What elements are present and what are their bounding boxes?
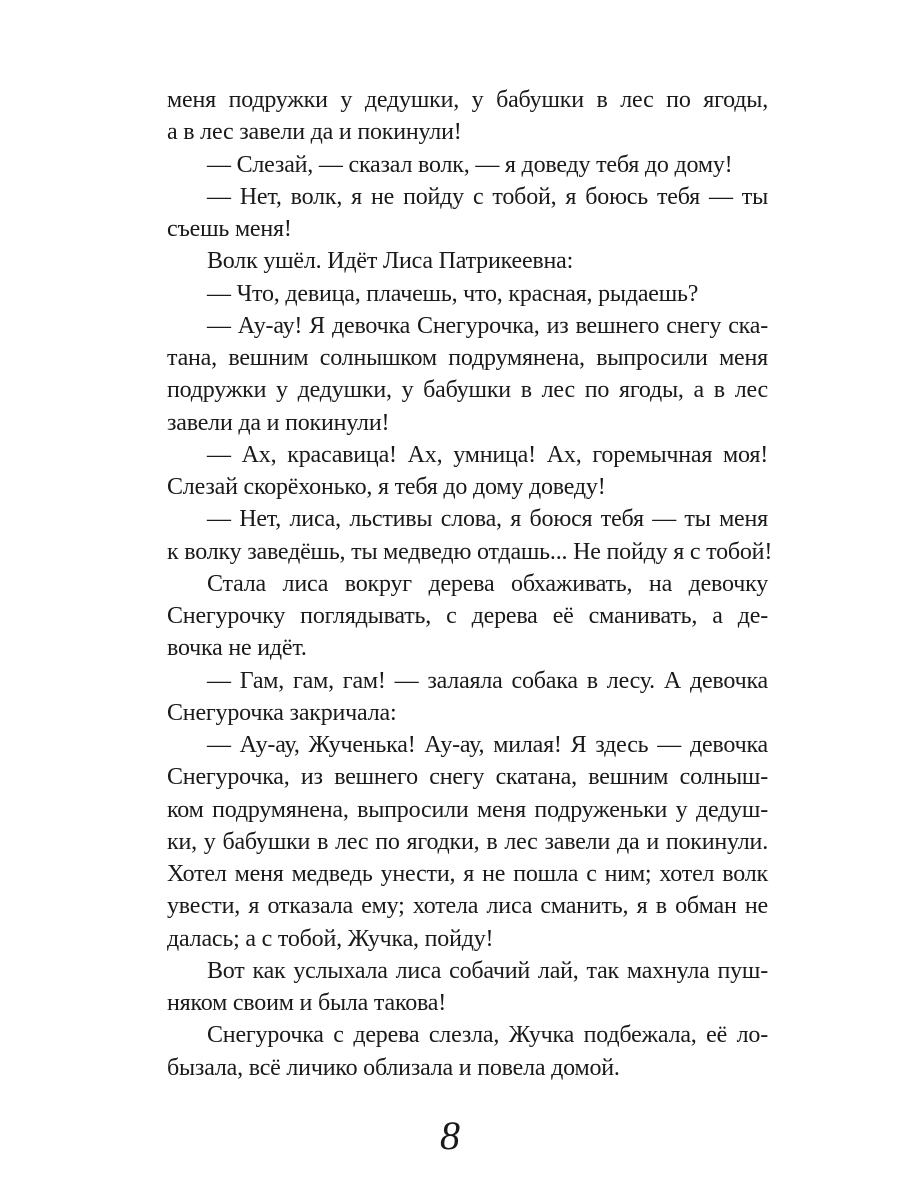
text-line: увести, я отказала ему; хотела лиса сманить, я в обман не [167, 893, 768, 920]
page-number: 8 [440, 1113, 460, 1158]
text-line: подружки у дедушки, у бабушки в лес по ягоды, а в лес [167, 377, 768, 404]
text-line: тана, вешним солнышком подрумянена, выпросили меня [167, 345, 768, 371]
text-line: ком подрумянена, выпросили меня подруженьки у дедуш- [167, 796, 768, 823]
text-line: вочка не идёт. [167, 635, 307, 662]
text-line: к волку заведёшь, ты медведю отдашь... Не пойду я с тобой! [167, 538, 773, 565]
text-line: Снегурочку поглядывать, с дерева её сманивать, а де- [167, 603, 768, 629]
text-line: — Гам, гам, гам! — залаяла собака в лесу. А девочка [207, 667, 768, 694]
text-line: Вот как услыхала лиса собачий лай, так махнула пуш- [207, 957, 768, 984]
text-line: Стала лиса вокруг дерева обхаживать, на девочку [207, 570, 768, 597]
text-line: а в лес завели да и покинули! [167, 119, 462, 146]
page-body-text [167, 84, 773, 1084]
text-line: завели да и покинули! [167, 409, 390, 436]
text-line: Снегурочка с дерева слезла, Жучка подбежала, её ло- [207, 1022, 768, 1049]
text-line: — Слезай, — сказал волк, — я доведу тебя до дому! [207, 151, 733, 178]
text-line: Слезай скорёхонько, я тебя до дому доведу! [167, 474, 606, 500]
text-line: — Ау-ау, Жученька! Ау-ау, милая! Я здесь — девочка [207, 732, 768, 758]
text-line: ки, у бабушки в лес по ягодки, в лес завели да и покинули. [167, 828, 768, 855]
text-line: Волк ушёл. Идёт Лиса Патрикеевна: [207, 248, 574, 275]
text-line: Снегурочка закричала: [167, 699, 397, 726]
text-line: Хотел меня медведь унести, я не пошла с ним; хотел волк [167, 861, 768, 887]
text-line: — Ау-ау! Я девочка Снегурочка, из вешнего снегу ска- [207, 312, 768, 339]
text-line: — Что, девица, плачешь, что, красная, рыдаешь? [207, 280, 699, 307]
text-line: бызала, всё личико облизала и повела домой. [167, 1054, 620, 1081]
text-line: съешь меня! [167, 216, 292, 242]
text-line: — Нет, волк, я не пойду с тобой, я боюсь тебя — ты [207, 183, 768, 210]
text-line: далась; а с тобой, Жучка, пойду! [167, 925, 494, 952]
text-line: няком своим и была такова! [167, 990, 447, 1016]
text-line: меня подружки у дедушки, у бабушки в лес по ягоды, [167, 87, 768, 113]
text-line: Снегурочка, из вешнего снегу скатана, вешним солныш- [167, 764, 768, 791]
text-line: — Нет, лиса, льстивы слова, я боюся тебя — ты меня [207, 506, 768, 533]
text-line: — Ах, красавица! Ах, умница! Ах, горемычная моя! [207, 441, 768, 468]
